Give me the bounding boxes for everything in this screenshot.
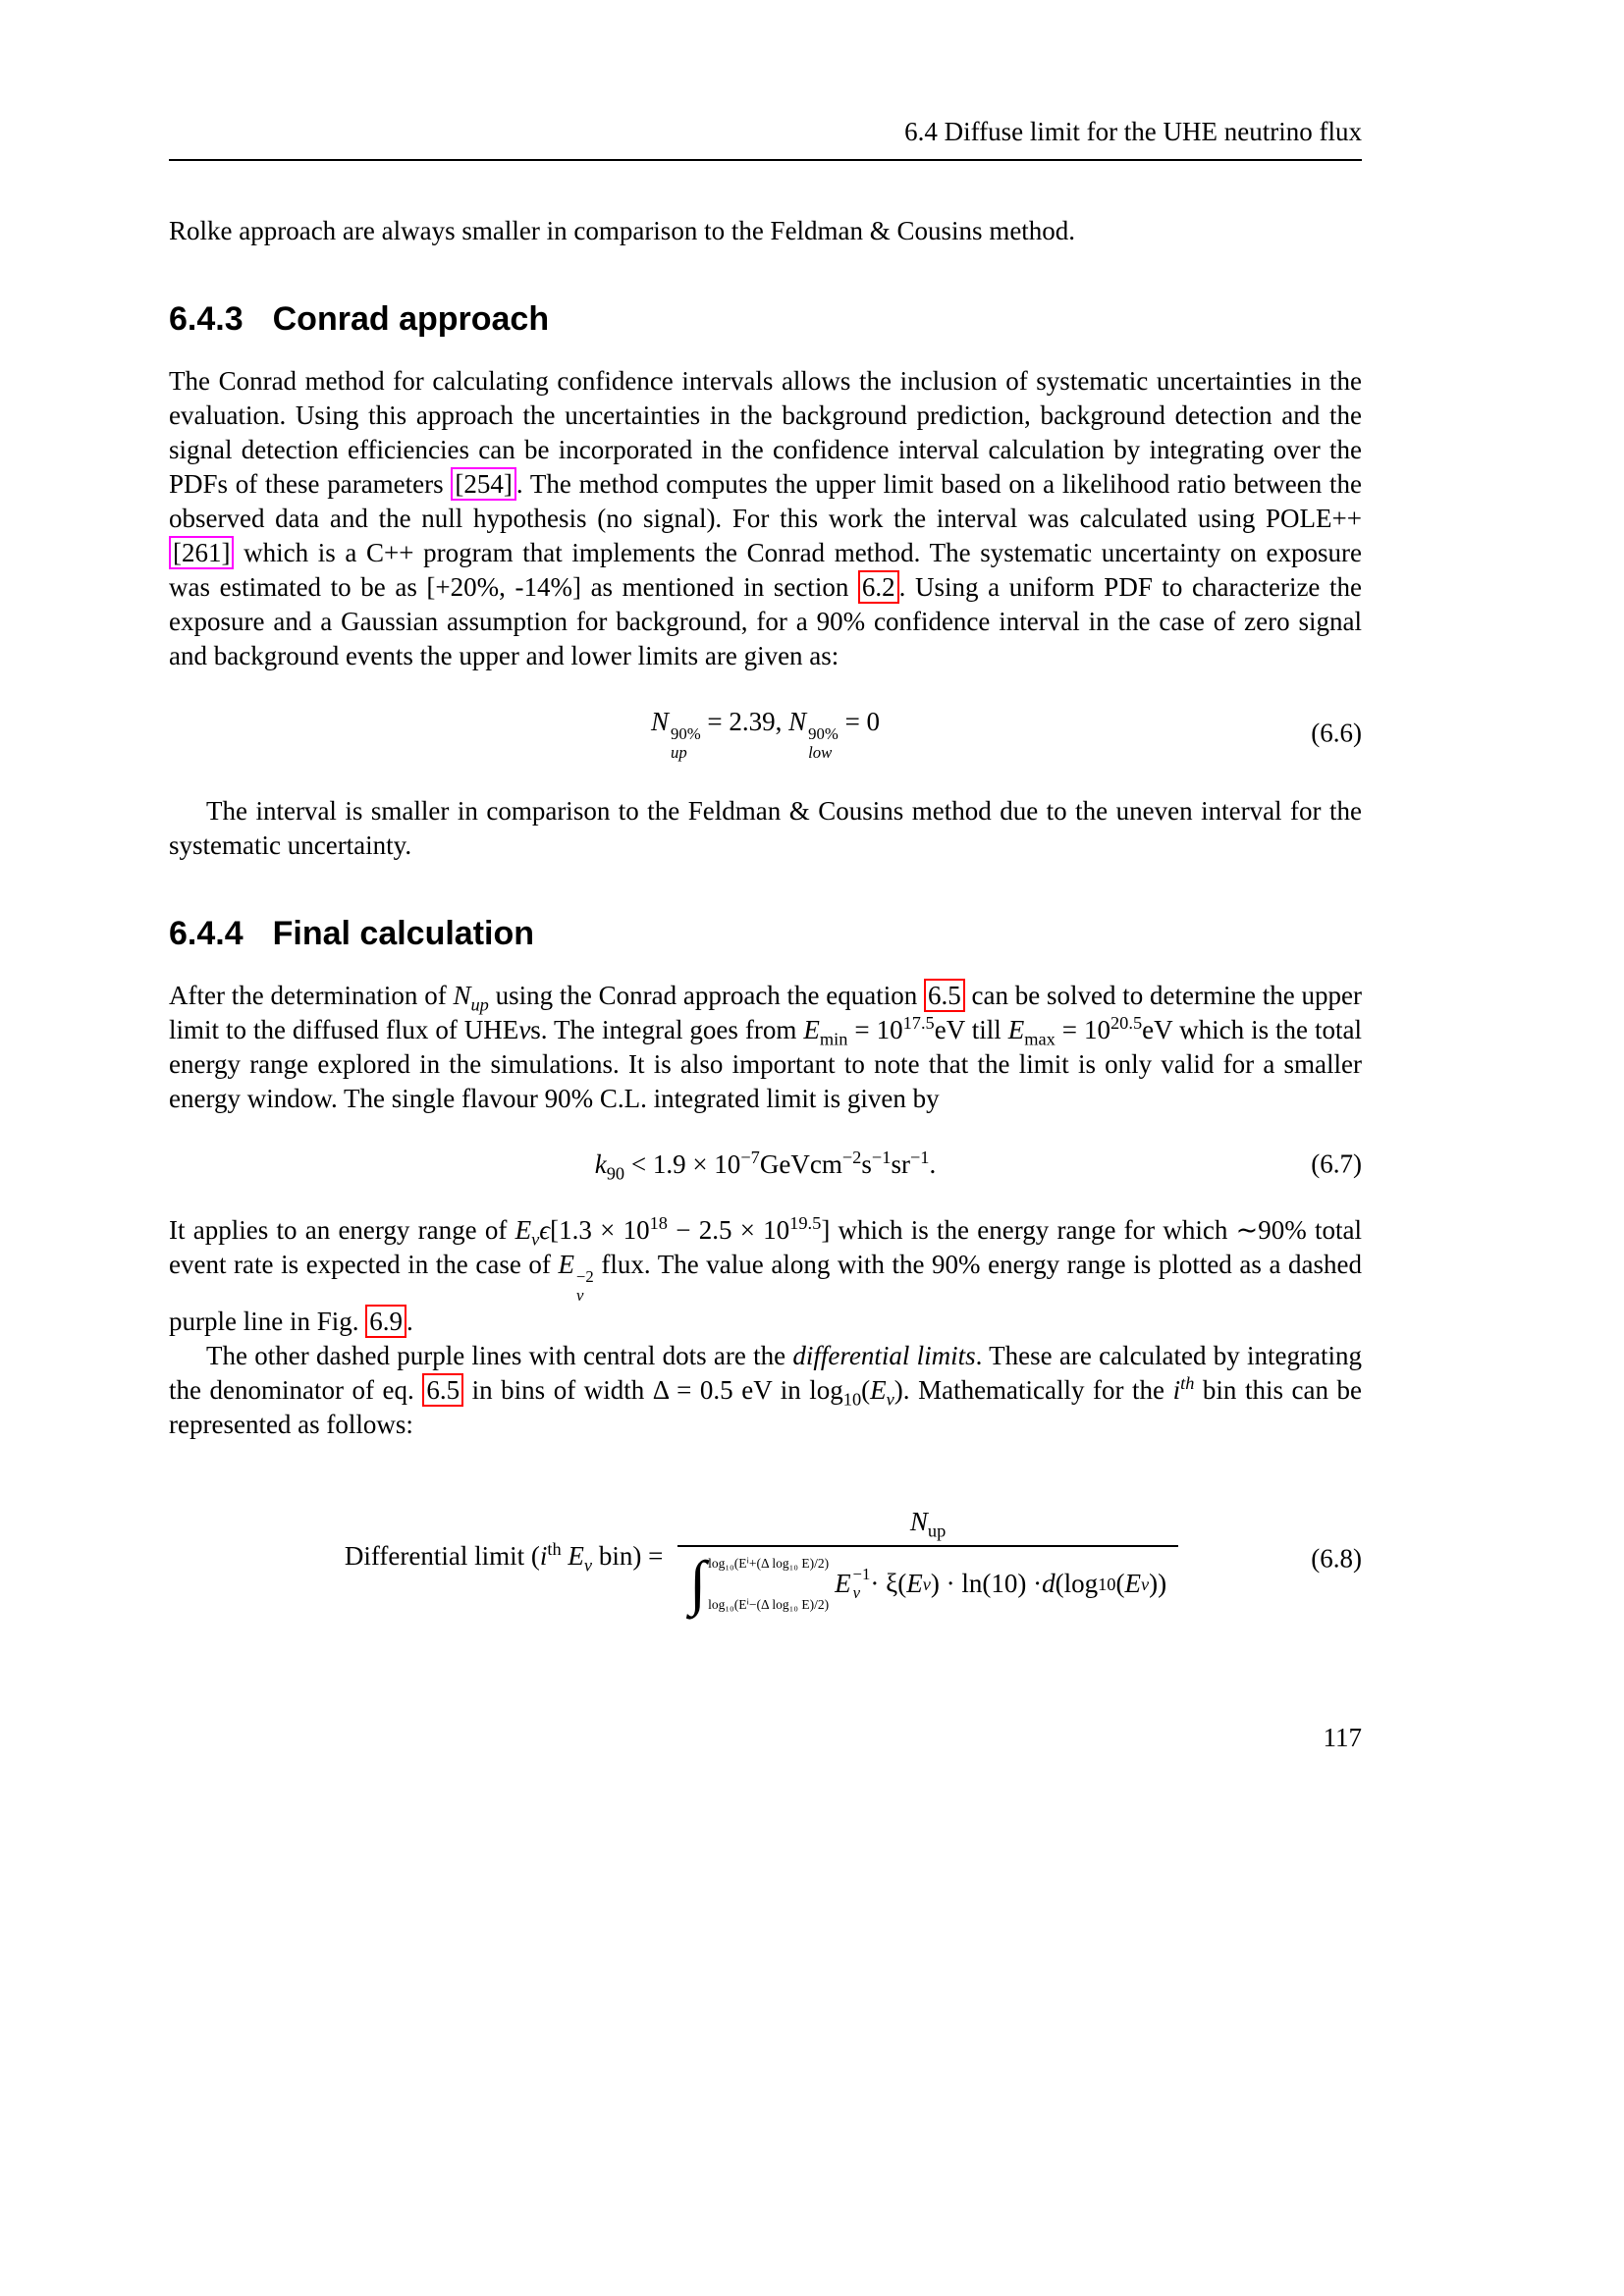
paragraph-differential-limits [169,1339,1362,1442]
text-run: . The method computes the upper limit based on a likelihood ratio between the observed data and the null hypothesis (no signal). For this work the interval was calculated using POLE++ [169,469,1362,533]
text-run: bin) = [592,1541,671,1572]
equation-body [595,1148,936,1182]
text-run: N [788,707,807,736]
text-run: E [568,1541,584,1572]
paragraph-conrad-method [169,364,1362,673]
text-run: ν [583,1555,593,1575]
text-run: E [1124,1569,1141,1599]
equation-body [344,1505,1186,1618]
text-run: bin this can be represented as follows: [169,1375,1362,1440]
superscript: 90% [670,724,701,744]
math-scripts [853,1566,871,1602]
text-run: ( [1115,1569,1125,1599]
text-run: (log [1055,1569,1099,1599]
text-run: Rolke approach are always smaller in comparison to the Feldman & Cousins method. [169,216,1076,245]
section-number: 6.4.4 [169,914,244,952]
subscript: ν [575,1285,584,1305]
subscript: up [670,742,687,762]
header-rule [169,159,1362,161]
text-run: 17.5 [902,1012,935,1033]
text-run: = 0 [838,707,881,736]
text-run: = 2.39, [700,707,789,736]
text-run: ] which is the energy range for which ∼90% total event rate is expected in the case of [169,1214,1362,1279]
integral-limits [706,1555,829,1613]
text-run: i [539,1541,548,1572]
text-run: ν [886,1389,894,1410]
section-ref-link[interactable]: 6.2 [858,570,899,604]
text-run: E [906,1569,923,1599]
text-run: ) · ln(10) · [930,1569,1043,1599]
math-scripts [576,1268,594,1305]
superscript: 90% [808,724,839,744]
integral-icon: ∫ [689,1550,707,1618]
text-run: k [594,1148,607,1179]
text-run: −1 [871,1147,892,1167]
text-run: GeVcm [759,1148,842,1179]
equation-6-8 [169,1505,1362,1618]
text-run: ). Mathematically for the [893,1375,1173,1406]
text-run: −2 [841,1147,862,1167]
section-ref-link[interactable]: 6.9 [365,1305,406,1338]
equation-6-6 [169,705,1362,763]
text-run: th [1180,1373,1195,1394]
page-number: 117 [1323,1723,1362,1753]
text-run: ν [531,1229,540,1250]
integral-lower-limit: log₁₀(Eⁱ−(Δ log₁₀ E)/2) [708,1596,830,1612]
text-run: flux. The value along with the 90% energy range is plotted as a dashed purple line in Fig. [169,1249,1363,1337]
section-number: 6.4.3 [169,300,244,338]
text-run: max [1024,1029,1056,1049]
text-run: 20.5 [1110,1012,1143,1033]
text-run: After the determination of [169,980,454,1010]
equation-number: (6.7) [1311,1148,1362,1179]
math-scripts [808,725,839,762]
text-run: in bins of width Δ = 0.5 eV in log [463,1375,843,1406]
text-run: eV till [934,1014,1008,1044]
paragraph-energy-range [169,1213,1362,1340]
text-run: )) [1149,1569,1167,1599]
subscript: low [808,742,833,762]
text-run: −7 [740,1147,760,1167]
fraction-denominator: ∫ log₁₀(Eⁱ+(Δ log₁₀ E)/2) log₁₀(Eⁱ−(Δ log₁₀ E)/2) E −1 ν · ξ( E ν ) · ln(10) · d (log 10 ( E ν )) [677,1545,1178,1613]
text-run: sr [891,1148,910,1179]
integral-upper-limit: log₁₀(Eⁱ+(Δ log₁₀ E)/2) [708,1556,830,1572]
text-run: min [819,1029,848,1049]
text-run: −1 [909,1147,930,1167]
section-heading-final-calculation [169,914,1362,953]
subscript: ν [852,1582,861,1602]
text-run: can be solved to determine the upper limit to the diffused flux of UHE [169,980,1362,1044]
text-run: E [558,1249,574,1279]
text-run: The Conrad method for calculating confidence intervals allows the inclusion of systematic uncertainties in the evaluation. Using this approach the uncertainties in the background prediction, background detection and the signal detection efficiencies can be incorporated in the confidence interval calculation by integrating over the PDFs of these parameters [169,366,1362,499]
text-run: E [870,1375,887,1406]
fraction [677,1505,1178,1618]
section-title: Conrad approach [272,300,550,338]
text-run: − 2.5 × 10 [667,1214,790,1245]
equation-body [651,705,880,763]
text-run: 19.5 [789,1212,822,1233]
superscript: −2 [575,1266,594,1286]
text-run: = 10 [1055,1014,1110,1044]
text-run: ( [861,1375,871,1406]
text-run: It applies to an energy range of [169,1214,515,1245]
section-ref-link[interactable]: 6.5 [924,979,965,1012]
paragraph-carryover [169,214,1362,248]
citation-link[interactable]: [261] [169,536,234,569]
citation-link[interactable]: [254] [451,467,515,501]
running-head: 6.4 Diffuse limit for the UHE neutrino flux [904,117,1362,146]
text-run: differential limits [792,1341,976,1371]
text-run: E [835,1569,851,1599]
text-run: ϵ [539,1214,551,1245]
text-run: · ξ( [870,1569,907,1599]
math-scripts [671,725,701,762]
section-ref-link[interactable]: 6.5 [422,1373,463,1407]
fraction-numerator [900,1505,955,1545]
equation-number: (6.8) [1311,1543,1362,1574]
text-run: N [453,980,471,1010]
text-run: th [547,1539,562,1560]
paragraph-interval-smaller [169,794,1362,863]
text-run: . [406,1307,413,1337]
text-run: N [909,1507,928,1537]
text-run: N [650,707,669,736]
section-heading-conrad [169,299,1362,339]
text-run: The interval is smaller in comparison to the Feldman & Cousins method due to the uneven interval for the systematic uncertainty. [169,795,1362,860]
text-run: E [514,1214,532,1245]
text-run: [1.3 × 10 [550,1214,650,1245]
text-run: 18 [649,1212,668,1233]
text-run: The other dashed purple lines with central dots are the [206,1341,793,1371]
superscript: −1 [852,1565,871,1584]
text-run: E [803,1014,820,1044]
text-run: . These are calculated by integrating the denominator of eq. [169,1341,1363,1406]
text-run: . [929,1148,937,1179]
text-run: s [861,1148,872,1179]
text-run: . Using a uniform PDF to characterize the exposure and a Gaussian assumption for background, for a 90% confidence interval in the case of zero signal and background events the upper and lower limits are given as: [169,572,1362,670]
integral [689,1550,830,1618]
text-run: up [927,1521,947,1541]
text-run: E [1007,1014,1025,1044]
text-run: which is a C++ program that implements the Conrad method. The systematic uncertainty on exposure was estimated to be as [+20%, -14%] as mentioned in section [169,538,1362,602]
text-run: using the Conrad approach the equation [488,980,925,1010]
paragraph-final-calculation [169,979,1362,1116]
text-run: eV which is the total energy range explored in the simulations. It is also important to note that the limit is only valid for a smaller energy window. The single flavour 90% C.L. integrated limit is given by [169,1014,1362,1113]
section-title: Final calculation [272,914,535,952]
text-run: 10 [842,1389,862,1410]
text-run: 90 [606,1163,625,1184]
text-run: < 1.9 × 10 [624,1148,741,1179]
text-run: d [1042,1569,1056,1599]
equation-6-7 [169,1148,1362,1182]
text-run: Differential limit ( [344,1541,540,1572]
text-run: s. The integral goes from [530,1014,804,1044]
equation-number: (6.6) [1311,718,1362,748]
text-run: i [1172,1375,1181,1406]
text-run: = 10 [847,1014,903,1044]
text-run: ν [518,1014,531,1044]
text-run: up [470,994,489,1015]
